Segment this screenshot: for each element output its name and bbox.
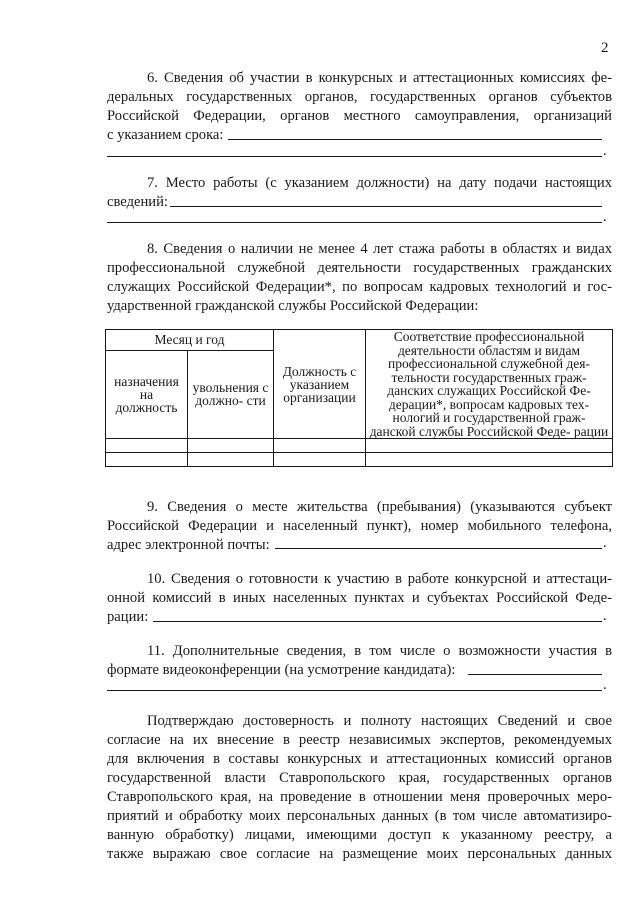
table-cell[interactable] bbox=[106, 439, 188, 453]
header-month-year: Месяц и год bbox=[106, 330, 274, 351]
item7-line-2: сведений: bbox=[107, 194, 168, 210]
item10-line-3: рации: bbox=[107, 609, 149, 625]
table-cell[interactable] bbox=[274, 439, 366, 453]
item7-line-1: 7. Место работы (с указанием должности) на дату подачи настоящих bbox=[147, 175, 612, 191]
item6-fill-line-2[interactable] bbox=[107, 156, 602, 157]
item9-fill-line[interactable] bbox=[275, 548, 602, 549]
table-cell[interactable] bbox=[366, 453, 613, 467]
consent-line-1: Подтверждаю достоверность и полноту настоящих Сведений и свое bbox=[147, 713, 612, 729]
item8-line-4: ударственной гражданской службы Российской Федерации: bbox=[107, 298, 479, 314]
item7-fill-line-1[interactable] bbox=[170, 206, 602, 207]
consent-line-8: также выражаю свое согласие на размещение моих персональных данных bbox=[107, 846, 612, 862]
item10-line-2: онной комиссий в иных населенных пунктах и субъектах Российской Феде- bbox=[107, 590, 612, 606]
header-dismissal: увольнения с должно- сти bbox=[188, 350, 274, 438]
item11-line-1: 11. Дополнительные сведения, в том числе о возможности участия в bbox=[147, 643, 612, 659]
consent-line-6: приятий и обработку моих персональных данных (в том числе автоматизиро- bbox=[107, 808, 612, 824]
item9-end-period: . bbox=[603, 535, 607, 551]
item11-line-2: формате видеоконференции (на усмотрение кандидата): bbox=[107, 662, 456, 678]
item9-line-3: адрес электронной почты: bbox=[107, 537, 270, 553]
item6-line-1: 6. Сведения об участии в конкурсных и аттестационных комиссиях фе- bbox=[147, 70, 612, 86]
item9-line-1: 9. Сведения о месте жительства (пребывания) (указываются субъект bbox=[147, 499, 612, 515]
header-position: Должность с указанием организации bbox=[274, 330, 366, 439]
header-appointment: назначения на должность bbox=[106, 350, 188, 438]
table-row bbox=[106, 439, 613, 453]
item8-line-1: 8. Сведения о наличии не менее 4 лет стажа работы в областях и видах bbox=[147, 241, 612, 257]
table-row bbox=[106, 453, 613, 467]
item9-line-2: Российской Федерации и населенный пункт), номер мобильного телефона, bbox=[107, 518, 612, 534]
item7-fill-line-2[interactable] bbox=[107, 222, 602, 223]
item6-line-3: Российской Федерации, органов местного самоуправления, организаций bbox=[107, 108, 612, 124]
item6-fill-line-1[interactable] bbox=[228, 139, 602, 140]
table-cell[interactable] bbox=[188, 439, 274, 453]
item11-fill-line-1[interactable] bbox=[468, 674, 602, 675]
item10-fill-line[interactable] bbox=[153, 621, 602, 622]
consent-line-7: ванную обработку) лицами, имеющими доступ к указанному реестру, а bbox=[107, 827, 612, 843]
item6-line-4: с указанием срока: bbox=[107, 127, 224, 143]
item8-line-2: профессиональной служебной деятельности государственных гражданских bbox=[107, 260, 612, 276]
consent-line-4: государственной власти Ставропольского края, государственных органов bbox=[107, 770, 612, 786]
consent-line-5: Ставропольского края, на проведение в отношении меня проверочных меро- bbox=[107, 789, 612, 805]
table-cell[interactable] bbox=[106, 453, 188, 467]
item8-line-3: служащих Российской Федерации*, по вопросам кадровых технологий и гос- bbox=[107, 279, 612, 295]
item11-fill-line-2[interactable] bbox=[107, 690, 602, 691]
item7-end-period: . bbox=[603, 209, 607, 225]
item6-line-2: деральных государственных органов, государственных органов субъектов bbox=[107, 89, 612, 105]
consent-line-3: для включения в составы конкурсных и аттестационных комиссий органов bbox=[107, 751, 612, 767]
page-number: 2 bbox=[601, 40, 609, 56]
item10-end-period: . bbox=[603, 608, 607, 624]
table-cell[interactable] bbox=[274, 453, 366, 467]
header-correspondence: Соответствие профессиональной деятельности областям и видам профессиональной служебной дея- тельности государственных граж- данских служащих Российской Фе- дерации*, вопросам кадровых тех- нологий и государственной граж- данской службы Российской Феде- рации bbox=[366, 330, 613, 439]
consent-line-2: согласие на их внесение в реестр независимых экспертов, рекомендуемых bbox=[107, 732, 612, 748]
item10-line-1: 10. Сведения о готовности к участию в работе конкурсной и аттестаци- bbox=[147, 571, 612, 587]
table-cell[interactable] bbox=[366, 439, 613, 453]
item11-end-period: . bbox=[603, 677, 607, 693]
experience-table bbox=[105, 329, 613, 467]
item6-end-period: . bbox=[603, 143, 607, 159]
table-cell[interactable] bbox=[188, 453, 274, 467]
